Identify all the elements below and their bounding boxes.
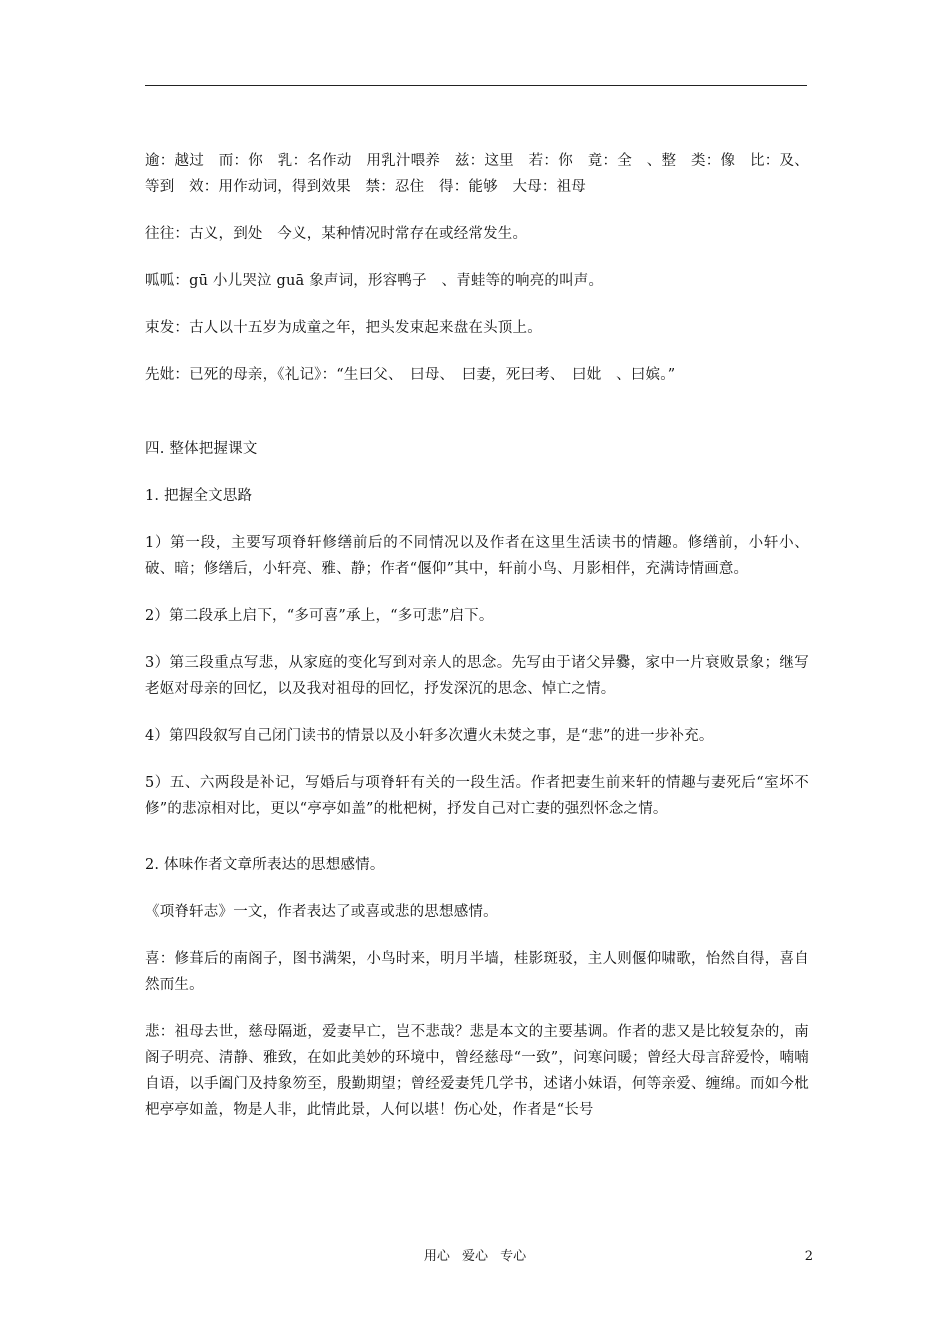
subsection-heading-1: 1. 把握全文思路 [145, 488, 253, 504]
section-heading: 四. 整体把握课文 [145, 441, 258, 457]
paragraph-guagua: 呱呱：gū 小儿哭泣 guā 象声词，形容鸭子 、青蛙等的响亮的叫声。 [145, 273, 604, 289]
list-item-5: 5）五、六两段是补记，写婚后与项脊轩有关的一段生活。作者把妻生前来轩的情趣与妻死后“室坏不修”的悲凉相对比，更以“亭亭如盖”的枇杷树，抒发自己对亡妻的强烈怀念之情。 [145, 775, 809, 817]
paragraph-joy: 喜：修葺后的南阁子，图书满架，小鸟时来，明月半墙，桂影斑驳，主人则偃仰啸歌，怡然自得，喜自然而生。 [145, 951, 809, 993]
subsection-heading-2: 2. 体味作者文章所表达的思想感情。 [145, 857, 385, 873]
document-body [145, 148, 809, 1144]
page-number: 2 [804, 1249, 813, 1264]
list-item-3: 3）第三段重点写悲，从家庭的变化写到对亲人的思念。先写由于诸父异爨，家中一片衰败景象；继写老妪对母亲的回忆，以及我对祖母的回忆，抒发深沉的思念、悼亡之情。 [145, 655, 809, 697]
footer-motto: 用心 爱心 专心 [423, 1249, 527, 1264]
paragraph-xianbi: 先妣：已死的母亲，《礼记》：“生曰父、 曰母、 曰妻，死曰考、 曰妣 、曰嫔。” [145, 367, 676, 383]
list-item-2: 2）第二段承上启下，“多可喜”承上，“多可悲”启下。 [145, 608, 494, 624]
paragraph-sorrow: 悲：祖母去世，慈母隔逝，爱妻早亡，岂不悲哉？悲是本文的主要基调。作者的悲又是比较复杂的，南阁子明亮、清静、雅致，在如此美妙的环境中，曾经慈母“一致”，问寒问暖；曾经大母言辞爱怜，喃喃自语，以手阖门及持象笏至，殷勤期望；曾经爱妻凭几学书，述诸小妹语，何等亲爱、缠绵。而如今枇杷亭亭如盖，物是人非，此情此景，人何以堪！伤心处，作者是“长号 [145, 1024, 809, 1118]
list-item-4: 4）第四段叙写自己闭门读书的情景以及小轩多次遭火未焚之事，是“悲”的进一步补充。 [145, 728, 714, 744]
paragraph-summary: 《项脊轩志》一文，作者表达了或喜或悲的思想感情。 [145, 904, 498, 920]
paragraph-vocabulary: 逾：越过 而：你 乳：名作动 用乳汁喂养 兹：这里 若：你 竟：全 、整 类：像 比：及、等到 效：用作动词，得到效果 禁：忍住 得：能够 大母：祖母 [145, 153, 809, 195]
paragraph-wangwang: 往往：古义，到处 今义，某种情况时常存在或经常发生。 [145, 226, 528, 242]
paragraph-shufa: 束发：古人以十五岁为成童之年，把头发束起来盘在头顶上。 [145, 320, 542, 336]
list-item-1: 1）第一段，主要写项脊轩修缮前后的不同情况以及作者在这里生活读书的情趣。修缮前，小轩小、破、暗；修缮后，小轩亮、雅、静；作者“偃仰”其中，轩前小鸟、月影相伴，充满诗情画意。 [145, 535, 809, 577]
header-rule [145, 85, 807, 86]
